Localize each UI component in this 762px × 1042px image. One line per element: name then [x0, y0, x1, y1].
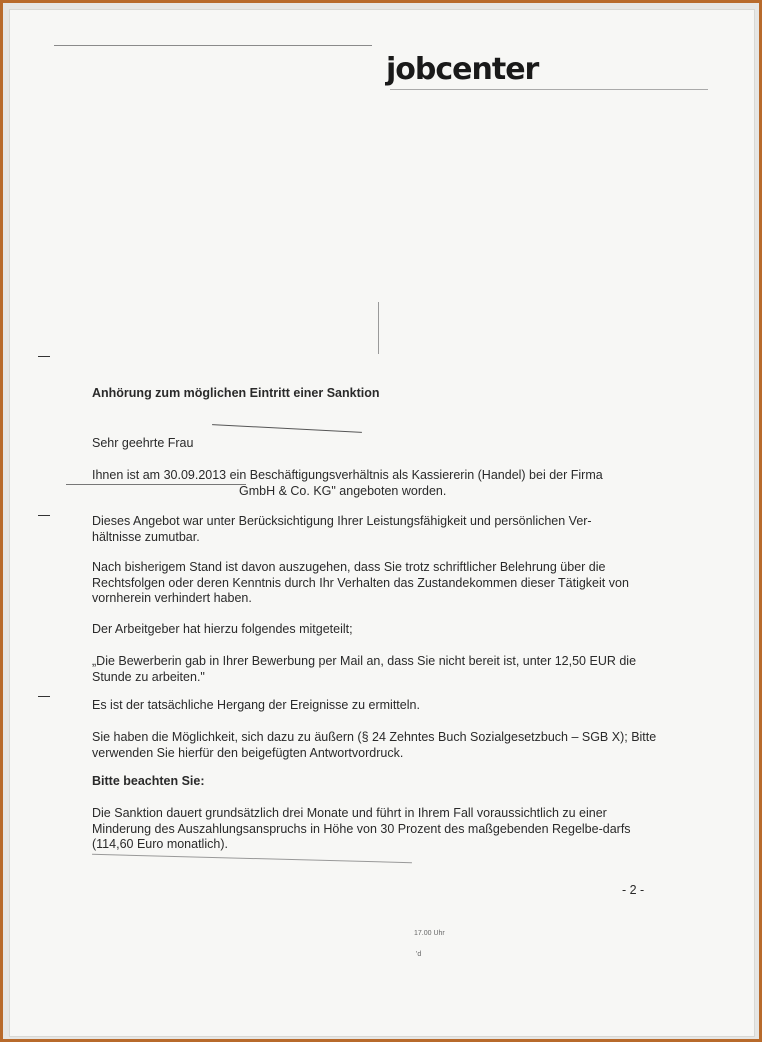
employer-quote: „Die Bewerberin gab in Ihrer Bewerbung per Mail an, dass Sie nicht bereit ist, unter 12,50 EUR die Stunde zu arbeiten.": [92, 654, 637, 684]
margin-tick: [38, 696, 50, 697]
paragraph-offer-line2: GmbH & Co. KG" angeboten worden.: [239, 483, 447, 498]
paragraph-reasonable-line2: hältnisse zumutbar.: [92, 529, 200, 544]
paragraph-offer-line1: Ihnen ist am 30.09.2013 ein Beschäftigungsverhältnis als Kassiererin (Handel) bei der Firma: [92, 468, 603, 482]
note-heading: Bitte beachten Sie:: [92, 774, 205, 788]
subject-line: Anhörung zum möglichen Eintritt einer Sanktion: [92, 386, 380, 400]
fold-mark: [378, 302, 379, 354]
paragraph-sanction: Die Sanktion dauert grundsätzlich drei Monate und führt in Ihrem Fall voraussichtlich zu einer Minderung des Auszahlungsanspruchs in Höhe von 30 Prozent des maßgebenden Regelbe-darfs (114,60 Euro monatlich).: [92, 806, 631, 851]
jobcenter-logo: jobcenter: [386, 52, 539, 87]
paragraph-rights: Sie haben die Möglichkeit, sich dazu zu äußern (§ 24 Zehntes Buch Sozialgesetzbuch – SGB X); Bitte verwenden Sie hierfür den beigefügten Antwortvordruck.: [92, 730, 657, 760]
paragraph-offer: [92, 468, 662, 499]
paragraph-assessment: Nach bisherigem Stand ist davon auszugehen, dass Sie trotz schriftlicher Belehrung über die Rechtsfolgen oder deren Kenntnis durch Ihr Verhalten das Zustandekommen dieser Tätigkeit von vornherein verhindert haben.: [92, 560, 629, 605]
margin-tick: [38, 515, 50, 516]
paragraph-reasonable-line1: Dieses Angebot war unter Berücksichtigung Ihrer Leistungsfähigkeit und persönlichen Ver-: [92, 514, 592, 528]
paragraph-facts: Es ist der tatsächliche Hergang der Ereignisse zu ermitteln.: [92, 698, 420, 712]
footer-note: 17.00 Uhr: [414, 930, 445, 937]
paragraph-reasonable: [92, 514, 662, 545]
paragraph-employer: Der Arbeitgeber hat hierzu folgendes mitgeteilt;: [92, 622, 353, 636]
logo-underline: [390, 89, 708, 90]
header-rule: [54, 45, 372, 46]
margin-tick: [38, 356, 50, 357]
page-number: - 2 -: [622, 883, 645, 897]
salutation: Sehr geehrte Frau: [92, 436, 194, 450]
footer-mark: 'd: [416, 951, 422, 958]
